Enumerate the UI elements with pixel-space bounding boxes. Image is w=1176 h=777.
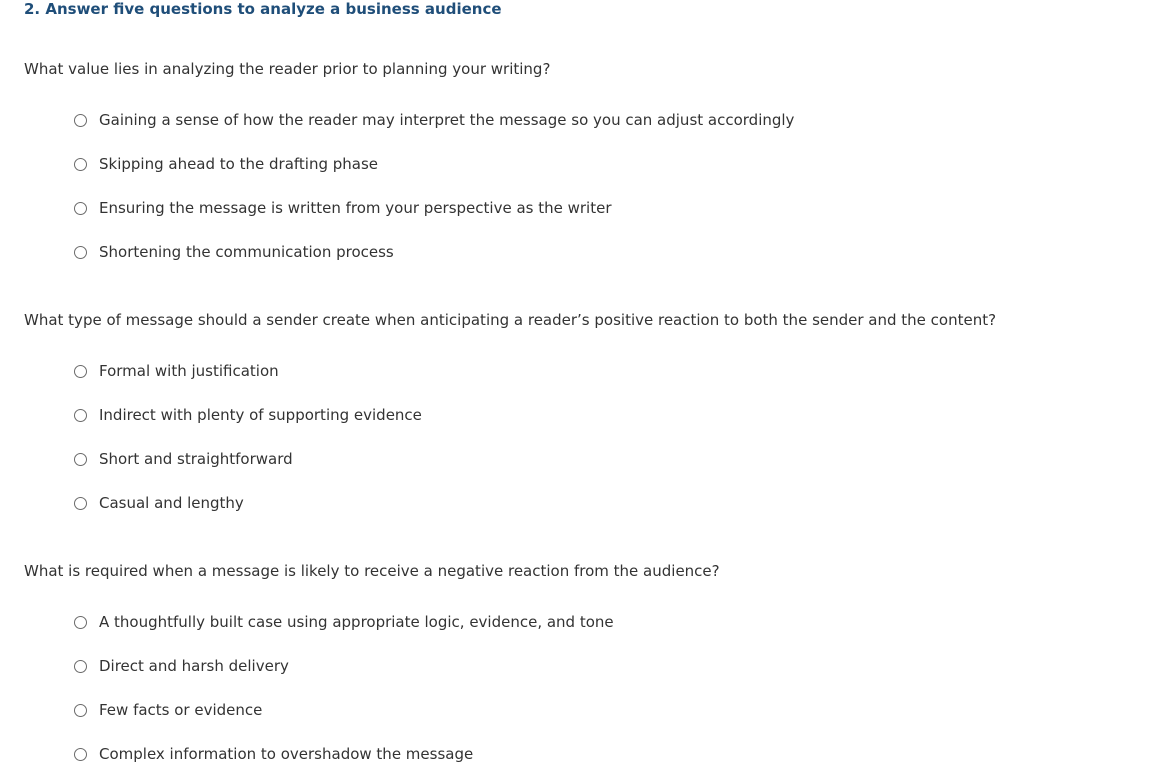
q2-option-2[interactable] bbox=[74, 406, 422, 424]
radio-button[interactable] bbox=[74, 748, 87, 761]
radio-button[interactable] bbox=[74, 365, 87, 378]
question-2-text: What type of message should a sender create when anticipating a reader’s positive reaction to both the sender and the content? bbox=[24, 311, 997, 329]
q1-option-4[interactable] bbox=[74, 243, 394, 261]
q3-option-3[interactable] bbox=[74, 701, 262, 719]
option-label: Gaining a sense of how the reader may interpret the message so you can adjust accordingly bbox=[99, 111, 795, 129]
q1-option-3[interactable] bbox=[74, 199, 611, 217]
radio-button[interactable] bbox=[74, 158, 87, 171]
option-label: Skipping ahead to the drafting phase bbox=[99, 155, 379, 173]
option-label: A thoughtfully built case using appropriate logic, evidence, and tone bbox=[99, 613, 614, 631]
q2-option-1[interactable] bbox=[74, 362, 279, 380]
radio-button[interactable] bbox=[74, 497, 87, 510]
option-label: Direct and harsh delivery bbox=[99, 657, 289, 675]
radio-button[interactable] bbox=[74, 114, 87, 127]
q1-option-1[interactable] bbox=[74, 111, 794, 129]
q1-option-2[interactable] bbox=[74, 155, 378, 173]
radio-button[interactable] bbox=[74, 616, 87, 629]
q3-option-2[interactable] bbox=[74, 657, 289, 675]
option-label: Few facts or evidence bbox=[99, 701, 263, 719]
q2-option-3[interactable] bbox=[74, 450, 293, 468]
question-1-text: What value lies in analyzing the reader prior to planning your writing? bbox=[24, 60, 551, 78]
option-label: Indirect with plenty of supporting evidence bbox=[99, 406, 422, 424]
option-label: Formal with justification bbox=[99, 362, 279, 380]
section-title: 2. Answer five questions to analyze a business audience bbox=[24, 0, 502, 18]
option-label: Ensuring the message is written from your perspective as the writer bbox=[99, 199, 612, 217]
q2-option-4[interactable] bbox=[74, 494, 244, 512]
radio-button[interactable] bbox=[74, 660, 87, 673]
option-label: Short and straightforward bbox=[99, 450, 293, 468]
radio-button[interactable] bbox=[74, 202, 87, 215]
radio-button[interactable] bbox=[74, 409, 87, 422]
question-3-text: What is required when a message is likely to receive a negative reaction from the audience? bbox=[24, 562, 720, 580]
option-label: Complex information to overshadow the message bbox=[99, 745, 474, 763]
q3-option-1[interactable] bbox=[74, 613, 614, 631]
option-label: Casual and lengthy bbox=[99, 494, 244, 512]
radio-button[interactable] bbox=[74, 453, 87, 466]
radio-button[interactable] bbox=[74, 704, 87, 717]
option-label: Shortening the communication process bbox=[99, 243, 394, 261]
q3-option-4[interactable] bbox=[74, 745, 473, 763]
radio-button[interactable] bbox=[74, 246, 87, 259]
